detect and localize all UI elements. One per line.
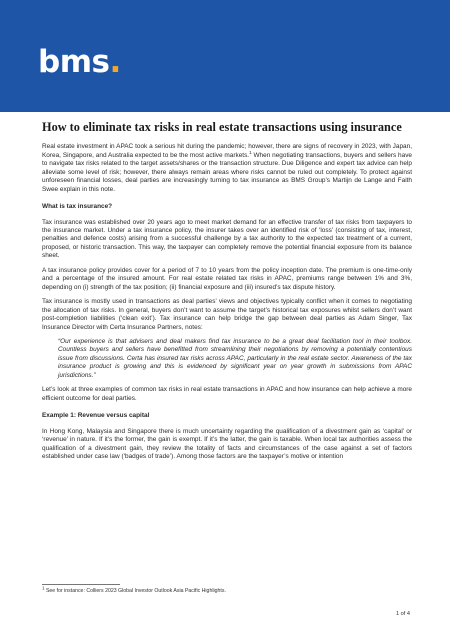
footnote-text: See for instance: Colliers 2023 Global Investor Outlook Asia Pacific Highlights. — [44, 588, 226, 594]
paragraph-1: Tax insurance was established over 20 years ago to meet market demand for an effective transfer of tax risks from taxpayers to the insurance market. Under a tax insurance policy, the insurer takes over an identified risk of ‘loss’ (consisting of tax, interest, penalties and defence costs) arising from a successful challenge by a tax authority to the expected tax treatment of a current, proposed, or historic transaction. This way, the taxpayer can completely remove the potential financial exposure from its balance sheet. — [42, 218, 412, 260]
page-title: How to eliminate tax risks in real estate transactions using insurance — [42, 120, 402, 134]
footnote-divider — [42, 584, 120, 585]
footnote-number: 1 — [42, 585, 45, 591]
logo-dot: . — [109, 44, 121, 80]
paragraph-3: Tax insurance is mostly used in transactions as deal parties’ views and objectives typically conflict when it comes to negotiating the allocation of tax risks. In general, buyers don’t want to assume the target’s historical tax exposures whilst sellers don’t want post-completion liabilities (‘clean exit’). Tax insurance can help bridge the gap between deal parties as Adam Singer, Tax Insurance Director with Certa Insurance Partners, notes: — [42, 298, 412, 331]
footnote — [42, 585, 226, 594]
section-heading-tax-insurance: What is tax insurance? — [42, 203, 113, 211]
article-body — [42, 120, 412, 467]
intro-text-a: Real estate investment in APAC took a serious hit during the pandemic; however, there are signs of recovery in 2023, with Japan, Korea, Singapore, and Australia expected to be the most active markets. — [42, 143, 412, 159]
example1-paragraph: In Hong Kong, Malaysia and Singapore there is much uncertainty regarding the qualification of a divestment gain as ‘capital’ or ‘revenue’ in nature. If it’s the former, the gain is exempt. If it’s the latter, the gain is taxable. When local tax authorities assess the qualification of a divestment gain, they review the totality of facts and circumstances of the case against a set of factors established under case law (‘badges of trade’). Among those factors are the taxpayer’s motive or intention — [42, 427, 412, 460]
paragraph-2: A tax insurance policy provides cover for a period of 7 to 10 years from the policy inception date. The premium is one-time-only and a percentage of the insured amount. For real estate related tax risks in APAC, premiums range between 1% and 3%, depending on (i) strength of the tax position; (ii) financial exposure and (iii) insured’s tax dispute history. — [42, 266, 412, 291]
intro-text-b: When negotiating transactions, buyers and sellers have to navigate tax risks related to the target assets/shares or the transaction structure. Due Diligence and expert tax advice can help alleviate some level of risk; however, there always remain areas where risks cannot be ruled out completely. To protect against unforeseen financial losses, deal parties are increasingly turning to tax insurance as BMS Group’s Martijn de Lange and Faith Swee explain in this note. — [42, 151, 412, 193]
page-number: 1 of 4 — [396, 611, 410, 617]
logo-text: bms — [38, 44, 110, 80]
intro-paragraph — [42, 143, 412, 194]
header-banner — [0, 0, 450, 112]
footnote-ref: 1 — [249, 149, 252, 155]
paragraph-after-quote: Let’s look at three examples of common tax risks in real estate transactions in APAC and how insurance can help achieve a more efficient outcome for deal parties. — [42, 386, 412, 402]
example1-heading: Example 1: Revenue versus capital — [42, 412, 150, 420]
bms-logo — [38, 44, 121, 80]
quote-block: “Our experience is that advisers and deal makers find tax insurance to be a great deal facilitation tool in their toolbox. Countless buyers and sellers have benefitted from streamlining their negotiations by removing a potentially contentious issue from discussions. Certa has insured tax risks across APAC, particularly in the real estate sector. Awareness of the tax insurance product is growing and this is evidenced by significant year on year growth in submissions from APAC jurisdictions.” — [58, 337, 412, 379]
